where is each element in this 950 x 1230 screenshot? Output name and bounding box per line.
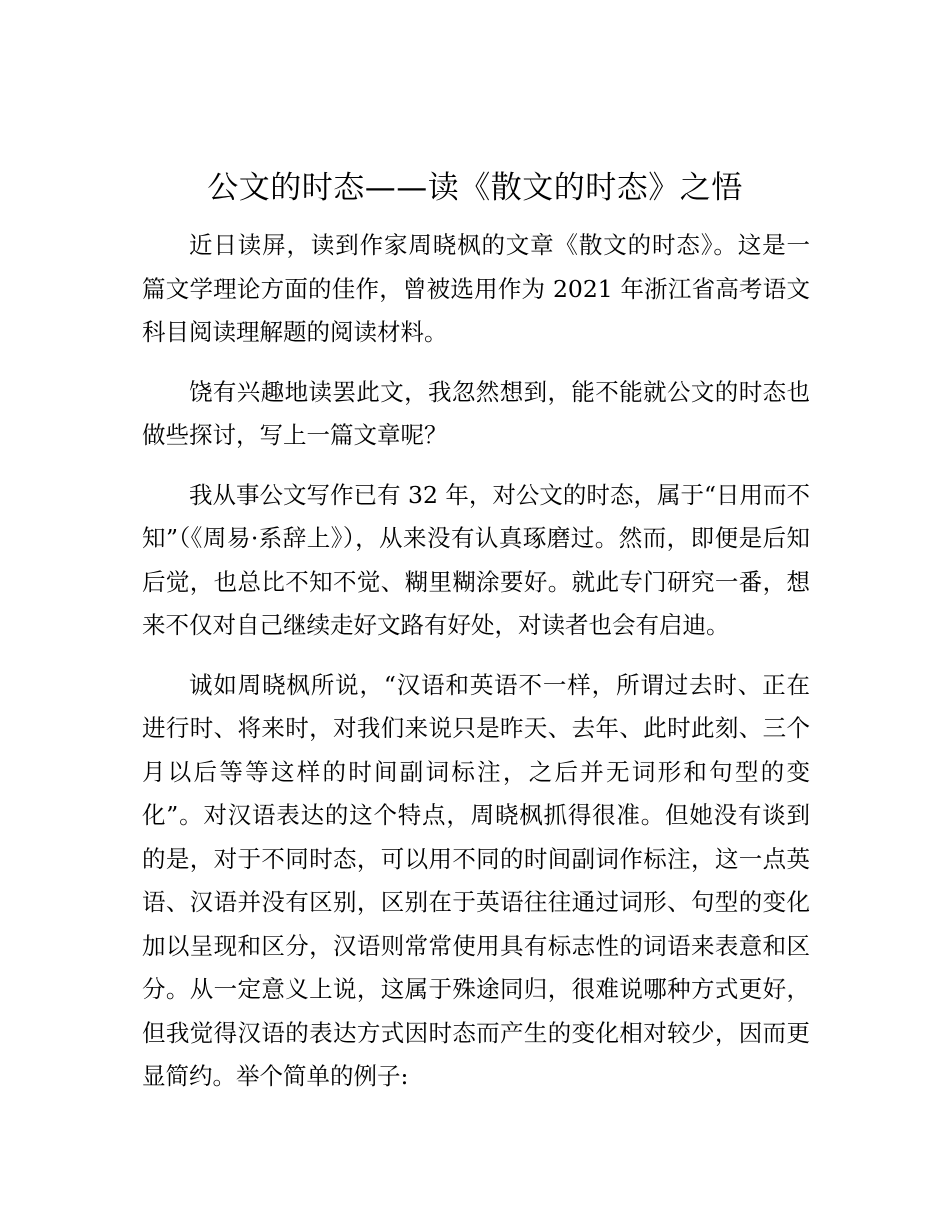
paragraph: 近日读屏，读到作家周晓枫的文章《散文的时态》。这是一篇文学理论方面的佳作，曾被选用作为 2021 年浙江省高考语文科目阅读理解题的阅读材料。	[142, 231, 810, 346]
paragraph: 饶有兴趣地读罢此文，我忽然想到，能不能就公文的时态也做些探讨，写上一篇文章呢？	[142, 377, 810, 449]
paragraph: 我从事公文写作已有 32 年，对公文的时态，属于“日用而不知”（《周易·系辞上》），从来没有认真琢磨过。然而，即便是后知后觉，也总比不知不觉、糊里糊涂要好。就此专门研究一番，想来不仅对自己继续走好文路有好处，对读者也会有启迪。	[142, 480, 810, 639]
document-body	[142, 224, 810, 1115]
paragraph: 诚如周晓枫所说，“汉语和英语不一样，所谓过去时、正在进行时、将来时，对我们来说只是昨天、去年、此时此刻、三个月以后等等这样的时间副词标注，之后并无词形和句型的变化”。对汉语表达的这个特点，周晓枫抓得很准。但她没有谈到的是，对于不同时态，可以用不同的时间副词作标注，这一点英语、汉语并没有区别，区别在于英语往往通过词形、句型的变化加以呈现和区分，汉语则常常使用具有标志性的词语来表意和区分。从一定意义上说，这属于殊途同归，很难说哪种方式更好，但我觉得汉语的表达方式因时态而产生的变化相对较少，因而更显简约。举个简单的例子:	[142, 670, 810, 1090]
document-title: 公文的时态——读《散文的时态》之悟	[207, 170, 743, 206]
